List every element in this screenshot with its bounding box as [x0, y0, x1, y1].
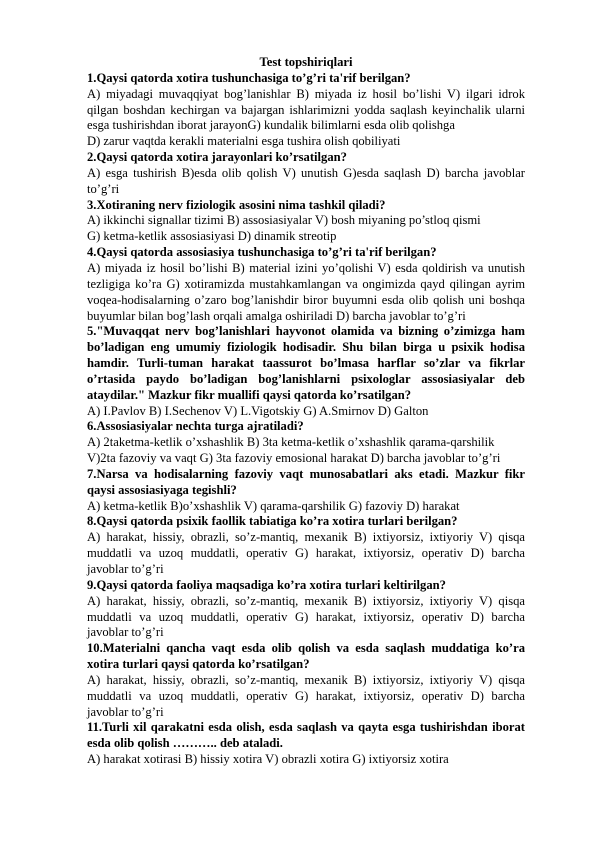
question-block-3: [87, 198, 525, 246]
question-block-4: [87, 245, 525, 324]
question-text: 1.Qaysi qatorda xotira tushunchasiga to’g’ri ta'rif berilgan?: [87, 70, 411, 85]
answer-options: A) ketma-ketlik B)o’xshashlik V) qarama-qarshilik G) fazoviy D) harakat: [87, 498, 460, 513]
question-block-11: [87, 720, 525, 768]
answer-options: A) miyadagi muvaqqiyat bog’lanishlar B) miyada iz hosil bo’lishi V) ilgari idrok qilgan boshdan kechirgan va bajargan ishlarimizni yodda saqlash keyinchalik ularni esga tushirishdan iborat jarayonG) kundalik bilimlarni esda olib qolishga: [87, 86, 525, 133]
answer-options: V)2ta fazoviy va vaqt G) 3ta fazoviy emosional harakat D) barcha javoblar to’g’ri: [87, 451, 501, 466]
answer-options: A) harakat, hissiy, obrazli, so’z-mantiq, mexanik B) ixtiyorsiz, ixtiyoriy V) qisqa muddatli va uzoq muddatli, operativ G) harakat, ixtiyorsiz, operativ D) barcha javoblar to’g’ri: [87, 530, 525, 576]
question-text: 4.Qaysi qatorda assosiasiya tushunchasiga to’g’ri ta'rif berilgan?: [87, 245, 437, 260]
question-block-5: [87, 324, 525, 419]
document-title: Test topshiriqlari: [259, 55, 353, 69]
question-block-10: [87, 641, 525, 720]
answer-options: D) zarur vaqtda kerakli materialni esga tushira olish qobiliyati: [87, 134, 401, 149]
question-block-6: [87, 419, 525, 467]
test-document: [87, 55, 525, 768]
question-text: 8.Qaysi qatorda psixik faollik tabiatiga ko’ra xotira turlari berilgan?: [87, 514, 458, 529]
question-text: 9.Qaysi qatorda faoliya maqsadiga ko’ra xotira turlari keltirilgan?: [87, 577, 446, 592]
question-text: 6.Assosiasiyalar nechta turga ajratiladi?: [87, 419, 304, 434]
question-block-9: [87, 578, 525, 641]
answer-options: A) harakat xotirasi B) hissiy xotira V) obrazli xotira G) ixtiyorsiz xotira: [87, 752, 449, 767]
question-block-7: [87, 467, 525, 515]
answer-options: A) esga tushirish B)esda olib qolish V) unutish G)esda saqlash D) barcha javoblar to’g’ri: [87, 165, 525, 196]
answer-options: A) I.Pavlov B) I.Sechenov V) L.Vigotskiy G) A.Smirnov D) Galton: [87, 403, 429, 418]
question-block-2: [87, 150, 525, 198]
answer-options: A) harakat, hissiy, obrazli, so’z-mantiq, mexanik B) ixtiyorsiz, ixtiyoriy V) qisqa muddatli va uzoq muddatli, operativ G) harakat, ixtiyorsiz, operativ D) barcha javoblar to’g’ri: [87, 672, 525, 719]
question-text: 5."Muvaqqat nerv bog’lanishlari hayvonot olamida va bizning o’zimizga ham bo’ladigan eng umumiy fiziologik hodisadir. Shu bilan birga u psixik hodisa hamdir. Turli-tuman harakat taassurot bo’lmasa harflar so’zlar va fikrlar o’rtasida paydo bo’ladigan bog’lanishlarni psixologlar assosiasiyalar deb ataydilar." Mazkur fikr muallifi qaysi qatorda ko’rsatilgan?: [87, 324, 525, 402]
answer-options: A) harakat, hissiy, obrazli, so’z-mantiq, mexanik B) ixtiyorsiz, ixtiyoriy V) qisqa muddatli va uzoq muddatli, operativ G) harakat, ixtiyorsiz, operativ D) barcha javoblar to’g’ri: [87, 593, 525, 640]
question-text: 3.Xotiraning nerv fiziologik asosini nima tashkil qiladi?: [87, 197, 386, 212]
question-block-8: [87, 514, 525, 577]
answer-options: A) 2taketma-ketlik o’xshashlik B) 3ta ketma-ketlik o’xshashlik qarama-qarshilik: [87, 435, 495, 450]
question-text: 11.Turli xil qarakatni esda olish, esda saqlash va qayta esga tushirishdan iborat esda olib qolish ……….. deb ataladi.: [87, 720, 525, 751]
question-block-1: [87, 71, 525, 150]
answer-options: A) miyada iz hosil bo’lishi B) material izini yo’qolishi V) esda qoldirish va unutish tezligiga ko’ra G) xotiramizda mustahkamlangan va ongimizda qayd qilingan ayrim voqea-hodisalarning o’zaro bog’lanishdir biror buyumni esda olib qolish uni boshqa buyumlar bilan bog’lash orqali amalga oshiriladi D) barcha javoblar to’g’ri: [87, 260, 525, 323]
question-text: 2.Qaysi qatorda xotira jarayonlari ko’rsatilgan?: [87, 150, 347, 165]
answer-options: A) ikkinchi signallar tizimi B) assosiasiyalar V) bosh miyaning po’stloq qismi: [87, 213, 481, 228]
answer-options: G) ketma-ketlik assosiasiyasi D) dinamik streotip: [87, 229, 337, 244]
question-text: 10.Materialni qancha vaqt esda olib qolish va esda saqlash muddatiga ko’ra xotira turlari qaysi qatorda ko’rsatilgan?: [87, 641, 525, 672]
question-text: 7.Narsa va hodisalarning fazoviy vaqt munosabatlari aks etadi. Mazkur fikr qaysi assosiasiyaga tegishli?: [87, 466, 525, 497]
